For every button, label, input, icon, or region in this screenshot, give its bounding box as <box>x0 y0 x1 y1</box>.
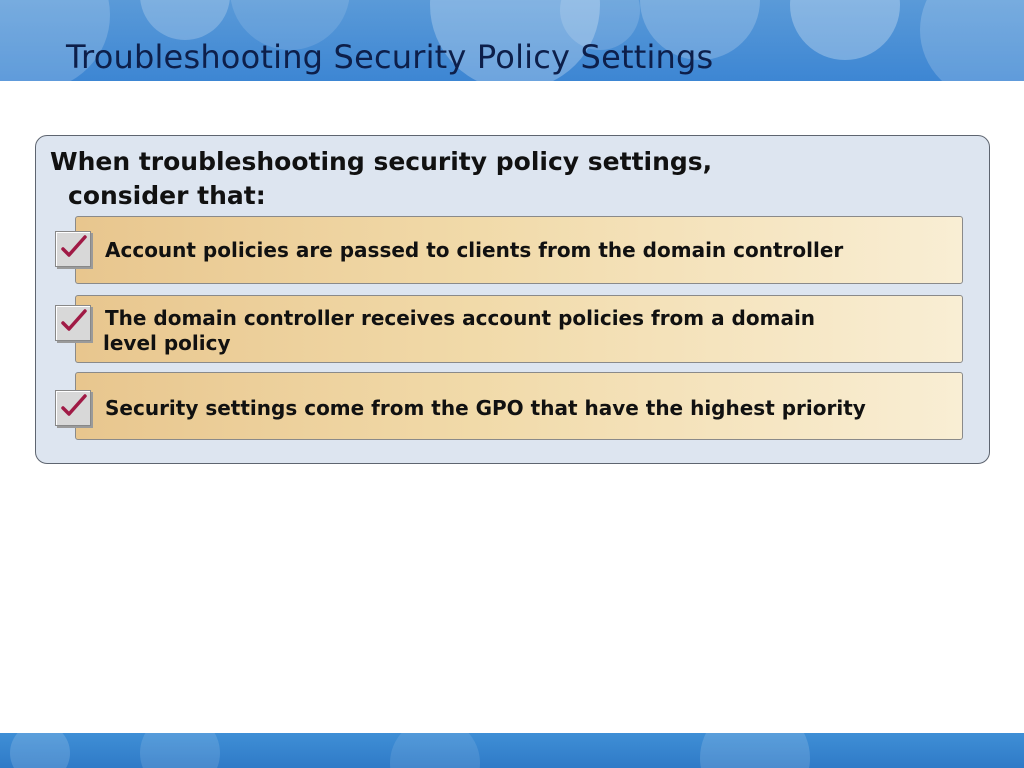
list-item <box>75 295 963 363</box>
list-item-line-2: level policy <box>103 331 231 355</box>
intro-line-2: consider that: <box>68 181 266 210</box>
header-banner <box>0 0 1024 81</box>
slide-title: Troubleshooting Security Policy Settings <box>66 38 714 76</box>
intro-line-1: When troubleshooting security policy settings, <box>50 147 713 176</box>
list-item-line-1: Security settings come from the GPO that have the highest priority <box>105 396 866 420</box>
bokeh-decoration <box>140 0 230 40</box>
footer-banner <box>0 733 1024 768</box>
list-item-text <box>105 396 958 421</box>
bokeh-decoration <box>700 733 810 768</box>
bokeh-decoration <box>920 0 1024 81</box>
bokeh-decoration <box>390 733 480 768</box>
checkbox-checked-icon <box>55 390 91 426</box>
checkbox-checked-icon <box>55 231 91 267</box>
list-item-line-1: Account policies are passed to clients from the domain controller <box>105 238 844 262</box>
bokeh-decoration <box>140 733 220 768</box>
intro-text <box>50 145 830 213</box>
checkbox-checked-icon <box>55 305 91 341</box>
list-item-text <box>105 306 958 356</box>
list-item <box>75 372 963 440</box>
list-item <box>75 216 963 284</box>
bokeh-decoration <box>790 0 900 60</box>
bokeh-decoration <box>10 733 70 768</box>
list-item-line-1: The domain controller receives account policies from a domain <box>105 306 816 330</box>
list-item-text <box>105 238 958 263</box>
